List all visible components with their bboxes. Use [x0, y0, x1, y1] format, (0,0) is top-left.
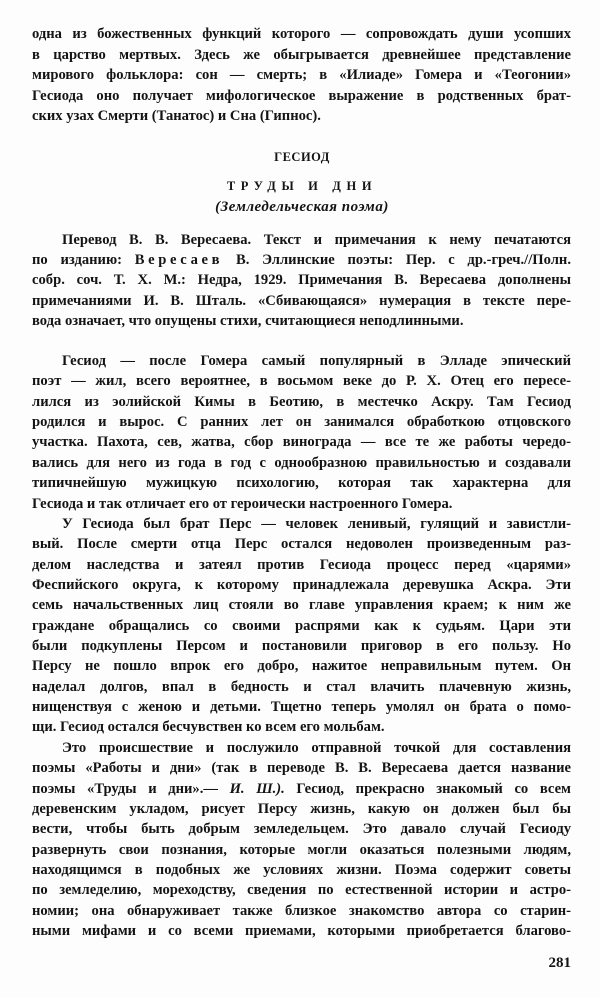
text-line: Это происшествие и послужило отправной точкой для составления	[62, 739, 571, 756]
text-line: находящимся в подобных же условиях жизни. Поэма содержит советы	[32, 861, 571, 878]
section-author-heading: ГЕСИОД	[274, 150, 330, 164]
text-line: деревенским укладом, рисует Персу жизнь, какую он должен был бы	[32, 800, 571, 817]
text-line: родился и вырос. С ранних лет он занимался обработкою отцовского	[32, 414, 571, 431]
text-line: развернуть свои познания, которые могли оказаться полезными людям,	[32, 841, 571, 858]
text-line: ными мифами и со всеми приемами, которыми приобретается благово-	[32, 923, 571, 940]
text-line	[32, 779, 571, 799]
text-line: номии; она обнаруживает также близкое знакомство автора со старин-	[32, 902, 571, 919]
text-line: Феспийского округа, к которому принадлежала деревушка Аскра. Эти	[32, 576, 571, 593]
text-line: Персу не пошло впрок его добро, нажитое неправильным путем. Он	[32, 658, 571, 675]
text-line: наделал долгов, впал в бедность и стал влачить плачевную жизнь,	[32, 678, 571, 695]
italic-text: И. Ш.).	[229, 780, 285, 797]
text-line: мирового фольклора: сон — смерть; в «Илиаде» Гомера и «Теогонии»	[32, 67, 571, 83]
text-line: поэмы «Работы и дни» (так в переводе В. В. Вересаева дается название	[32, 760, 571, 777]
text-line: вести, чтобы быть добрым земледельцем. Это давало случай Гесиоду	[32, 821, 571, 838]
text-line: У Гесиода был брат Перс — человек ленивый, гулящий и завистли-	[62, 515, 571, 532]
text-line: участка. Пахота, сев, жатва, сбор винограда — все те же работы чередо-	[32, 434, 571, 451]
text-line: по земледелию, мореходству, сведения по естественной истории и астро-	[32, 882, 571, 899]
text-line: семь начальственных лиц стояли во главе управления краем; к ним же	[32, 597, 571, 614]
text-segment: поэмы «Труды и дни».—	[32, 780, 230, 797]
text-line: ских узах Смерти (Танатос) и Сна (Гипнос).	[32, 108, 321, 124]
work-subtitle: (Земледельческая поэма)	[215, 199, 389, 215]
text-line: щи. Гесиод остался бесчувствен ко всем его мольбам.	[32, 719, 385, 736]
text-line: Гесиод — после Гомера самый популярный в Элладе эпический	[62, 353, 571, 369]
text-segment: В. Эллинские поэты: Пер. с др.-греч.//Полн.	[223, 252, 571, 269]
text-line: Перевод В. В. Вересаева. Текст и примечания к нему печатаются	[62, 232, 571, 248]
text-segment: по изданию:	[32, 252, 135, 269]
text-line: в царство мертвых. Здесь же обыгрывается древнейшее представление	[32, 46, 571, 63]
text-line: примечаниями И. В. Шталь. «Сбивающаяся» нумерация в тексте пере-	[32, 292, 571, 309]
text-line: нищенствуя с женою и детьми. Тщетно теперь умолял он брата о помо-	[32, 699, 571, 716]
text-line: вода означает, что опущены стихи, считающиеся неподлинными.	[32, 312, 464, 329]
text-line: вались для него из года в год с однообразною правильностью и создавали	[32, 454, 571, 471]
text-line: делом наследства и затеял против Гесиода процесс перед «царями»	[32, 556, 571, 573]
text-line: были подкуплены Персом и постановили приговор в его пользу. Но	[32, 638, 571, 655]
text-line: поэт — жил, всего вероятнее, в восьмом веке до Р. Х. Отец его пересе-	[32, 373, 571, 390]
text-line: собр. соч. Т. X. М.: Недра, 1929. Примечания В. Вересаева дополнены	[32, 272, 571, 289]
text-line: лился из эолийской Кимы в Беотию, в местечко Аскру. Там Гесиод	[32, 393, 571, 410]
translation-note	[32, 230, 571, 331]
intro-paragraph-continued	[32, 24, 571, 127]
commentary-text	[32, 351, 571, 941]
text-line	[32, 250, 571, 270]
text-line: Гесиода оно получает мифологическое выражение в родственных брат-	[32, 87, 571, 104]
text-line: вый. После смерти отца Перс остался недоволен произведенным раз-	[32, 536, 571, 553]
spaced-author-name: Вересаев	[134, 252, 224, 269]
work-title-heading: ТРУДЫ И ДНИ	[226, 179, 378, 193]
text-line: одна из божественных функций которого — сопровождать души усопших	[32, 26, 571, 42]
text-line: Гесиода и так отличает его от героически настроенного Гомера.	[32, 495, 453, 512]
text-line: типичнейшую мужицкую психологию, которая так характерна для	[32, 475, 571, 492]
page-number: 281	[548, 955, 571, 971]
text-line: граждане обращались со своими распрями как к судьям. Цари эти	[32, 617, 571, 634]
text-segment: Гесиод, прекрасно знакомый со всем	[284, 780, 571, 797]
